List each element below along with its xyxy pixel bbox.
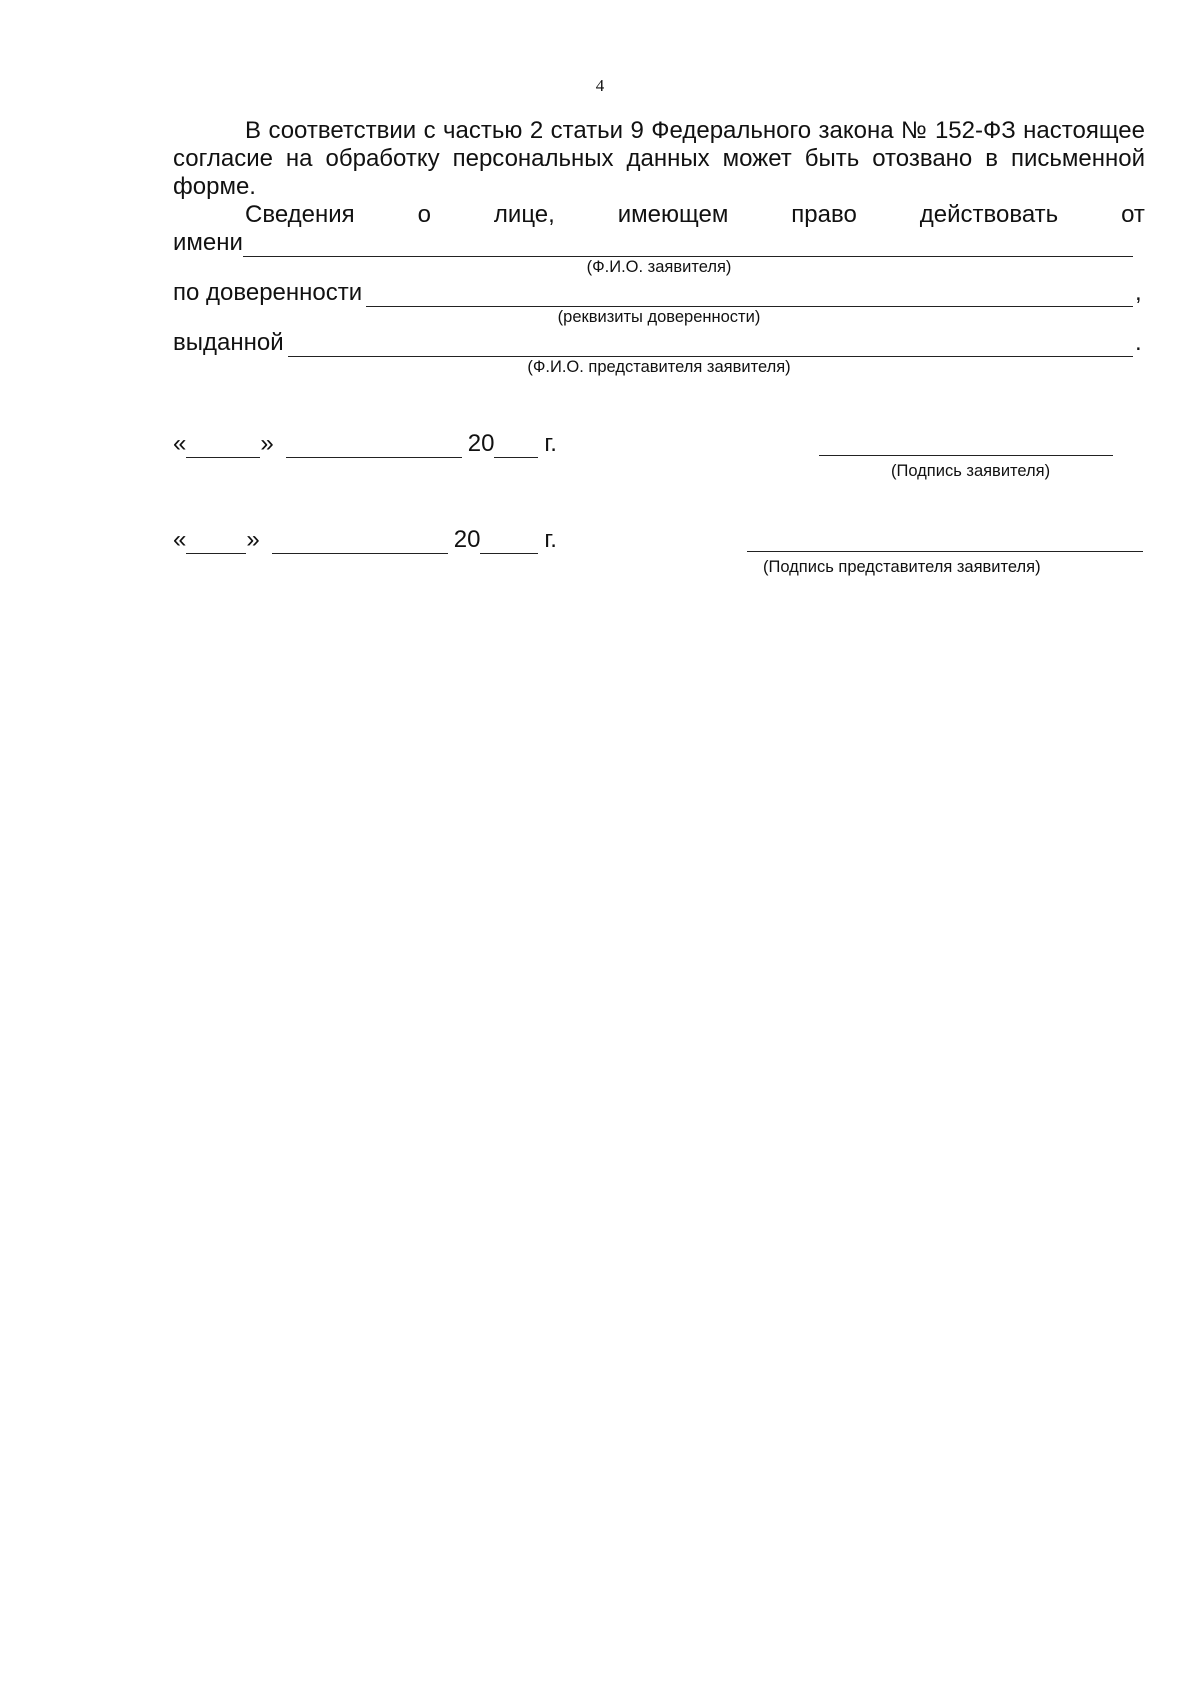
close-quote: » [260,430,274,457]
issued-period: . [1135,329,1142,356]
representative-signature-field[interactable] [747,551,1143,552]
year-prefix: 20 [453,526,481,553]
word: действовать [919,201,1059,228]
power-of-attorney-label: по доверенности [173,279,363,306]
page-number: 4 [595,76,605,95]
year-field[interactable] [480,531,538,554]
word: от [1121,201,1145,228]
word: о [417,201,431,228]
applicant-name-caption: (Ф.И.О. заявителя) [586,258,732,276]
representative-date-signature [173,524,1145,576]
word: Сведения [245,201,355,228]
applicant-date-signature [173,428,1145,480]
issued-label: выданной [173,329,284,356]
applicant-date-row [173,428,1145,458]
applicant-name-field[interactable] [243,234,1133,257]
representative-date-row [173,524,1145,554]
representative-signature-caption: (Подпись представителя заявителя) [763,558,1041,576]
year-prefix: 20 [467,430,495,457]
word: имеющем [617,201,729,228]
power-of-attorney-row [173,279,1145,307]
close-quote: » [246,526,260,553]
power-of-attorney-comma: , [1135,279,1142,306]
representative-info-line [173,201,1145,229]
applicant-name-row [173,229,1145,257]
representative-name-field[interactable] [288,334,1133,357]
revocation-paragraph: В соответствии с частью 2 статьи 9 Федерального закона № 152-ФЗ настоящее согласие на обработку персональных данных может быть отозвано в письменной форме. [173,117,1145,200]
open-quote: « [173,430,187,457]
month-field[interactable] [286,435,462,458]
day-field[interactable] [186,531,246,554]
year-suffix: г. [544,526,557,553]
applicant-signature-field[interactable] [819,455,1113,456]
day-field[interactable] [186,435,260,458]
year-field[interactable] [494,435,538,458]
month-field[interactable] [272,531,448,554]
word: право [791,201,857,228]
year-suffix: г. [544,430,557,457]
document-body [173,117,1145,379]
applicant-name-label: имени [173,229,243,256]
applicant-signature-caption: (Подпись заявителя) [891,462,1051,480]
word: лице, [493,201,555,228]
representative-name-caption: (Ф.И.О. представителя заявителя) [527,358,791,376]
issued-row [173,329,1145,357]
power-of-attorney-field[interactable] [366,284,1133,307]
power-of-attorney-caption: (реквизиты доверенности) [557,308,761,326]
open-quote: « [173,526,187,553]
